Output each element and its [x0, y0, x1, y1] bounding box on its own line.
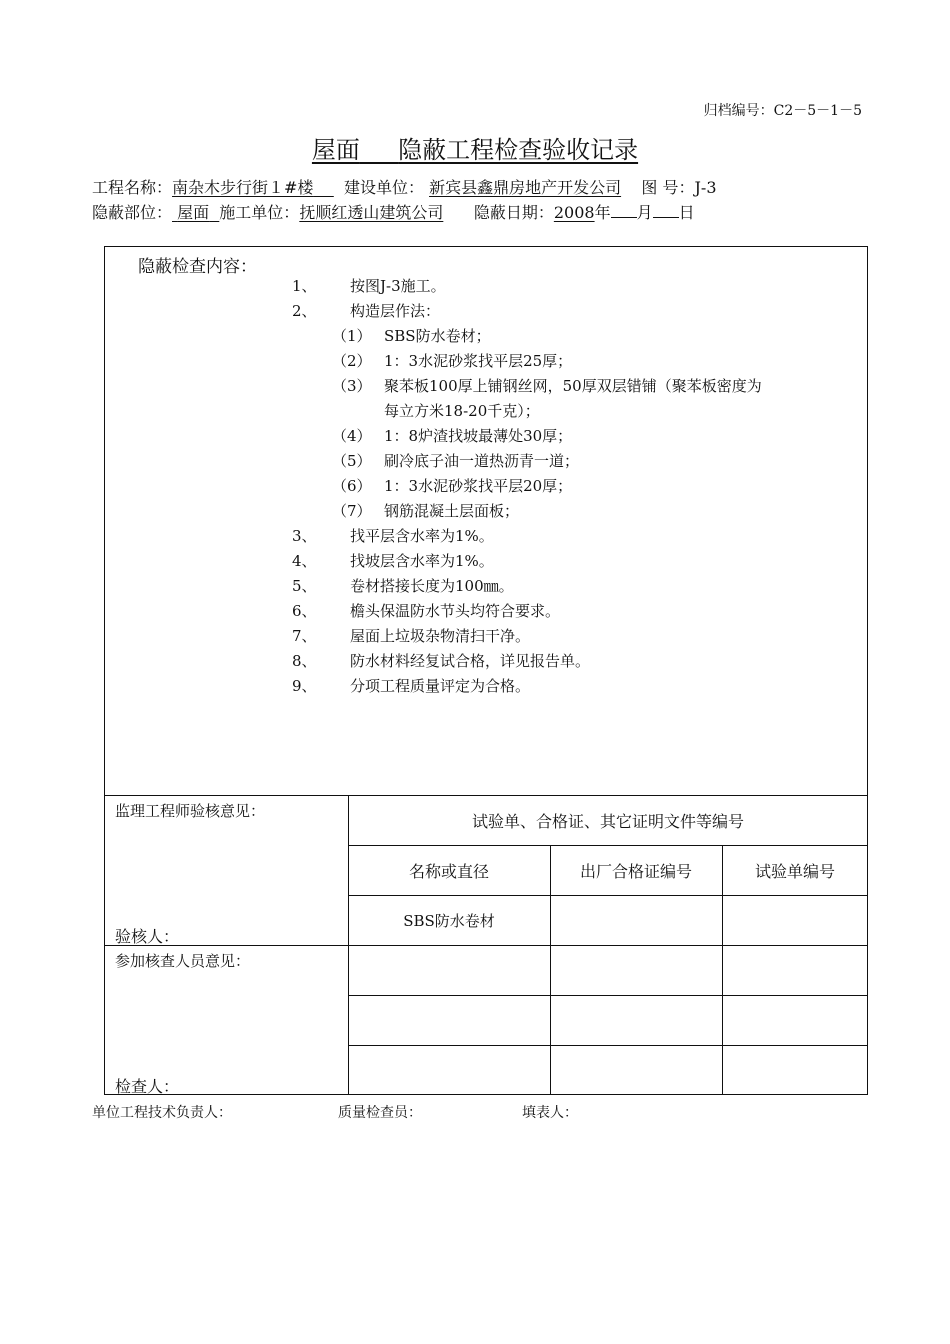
- contractor-label: 施工单位：: [219, 203, 300, 222]
- table-cell: [722, 945, 868, 995]
- date-year: 2008: [553, 203, 595, 222]
- builder-label: 建设单位：: [343, 178, 424, 197]
- part-value: 屋面: [177, 203, 210, 222]
- archive-number: 归档编号：C2－5－1－5: [703, 103, 862, 119]
- table-cell: [722, 995, 868, 1045]
- participants-opinion-label: 参加核查人员意见：: [115, 952, 251, 970]
- footer-tech-lead: 单位工程技术负责人：: [92, 1105, 232, 1121]
- builder-value: 新宾县鑫鼎房地产开发公司: [429, 178, 622, 197]
- table-cell: [722, 1045, 868, 1095]
- project-label: 工程名称：: [92, 178, 173, 197]
- column-header-certificate: 出厂合格证编号: [579, 861, 692, 881]
- page-title: [0, 130, 950, 165]
- column-header-test-report: 试验单编号: [754, 861, 835, 881]
- day-blank: [653, 203, 679, 218]
- column-header-name: 名称或直径: [408, 861, 489, 881]
- part-label: 隐蔽部位：: [92, 203, 173, 222]
- supervisor-opinion-label: 监理工程师验核意见：: [115, 802, 266, 820]
- header-line-2: [92, 200, 695, 223]
- footer-filler: 填表人：: [522, 1105, 578, 1121]
- table-cell: [348, 945, 550, 995]
- table-cell: [550, 995, 722, 1045]
- supervisor-signer-label: 验核人：: [115, 927, 180, 946]
- footer-quality-inspector: 质量检查员：: [338, 1105, 422, 1121]
- table-cell: [348, 995, 550, 1045]
- content-title: 隐蔽检查内容：: [138, 257, 257, 277]
- project-value: 南杂木步行街１#楼: [172, 178, 314, 197]
- header-line-1: [92, 175, 717, 198]
- table-cell: [550, 1045, 722, 1095]
- month-blank: [611, 203, 637, 218]
- table-cell: [550, 895, 722, 945]
- date-label: 隐蔽日期：: [473, 203, 554, 222]
- year-char: 年: [594, 203, 611, 222]
- title-main: 隐蔽工程检查验收记录: [398, 136, 639, 164]
- table-cell: [348, 1045, 550, 1095]
- day-char: 日: [678, 203, 695, 222]
- title-prefix: 屋面: [311, 136, 360, 164]
- participants-signer-label: 检查人：: [115, 1077, 180, 1096]
- cert-table-header: 试验单、合格证、其它证明文件等编号: [471, 811, 744, 831]
- table-cell: [550, 945, 722, 995]
- table-cell: SBS防水卷材: [403, 911, 495, 930]
- month-char: 月: [636, 203, 653, 222]
- contractor-value: 抚顺红透山建筑公司: [299, 203, 444, 222]
- table-cell: [722, 895, 868, 945]
- drawing-number: 图 号：J-3: [641, 178, 717, 197]
